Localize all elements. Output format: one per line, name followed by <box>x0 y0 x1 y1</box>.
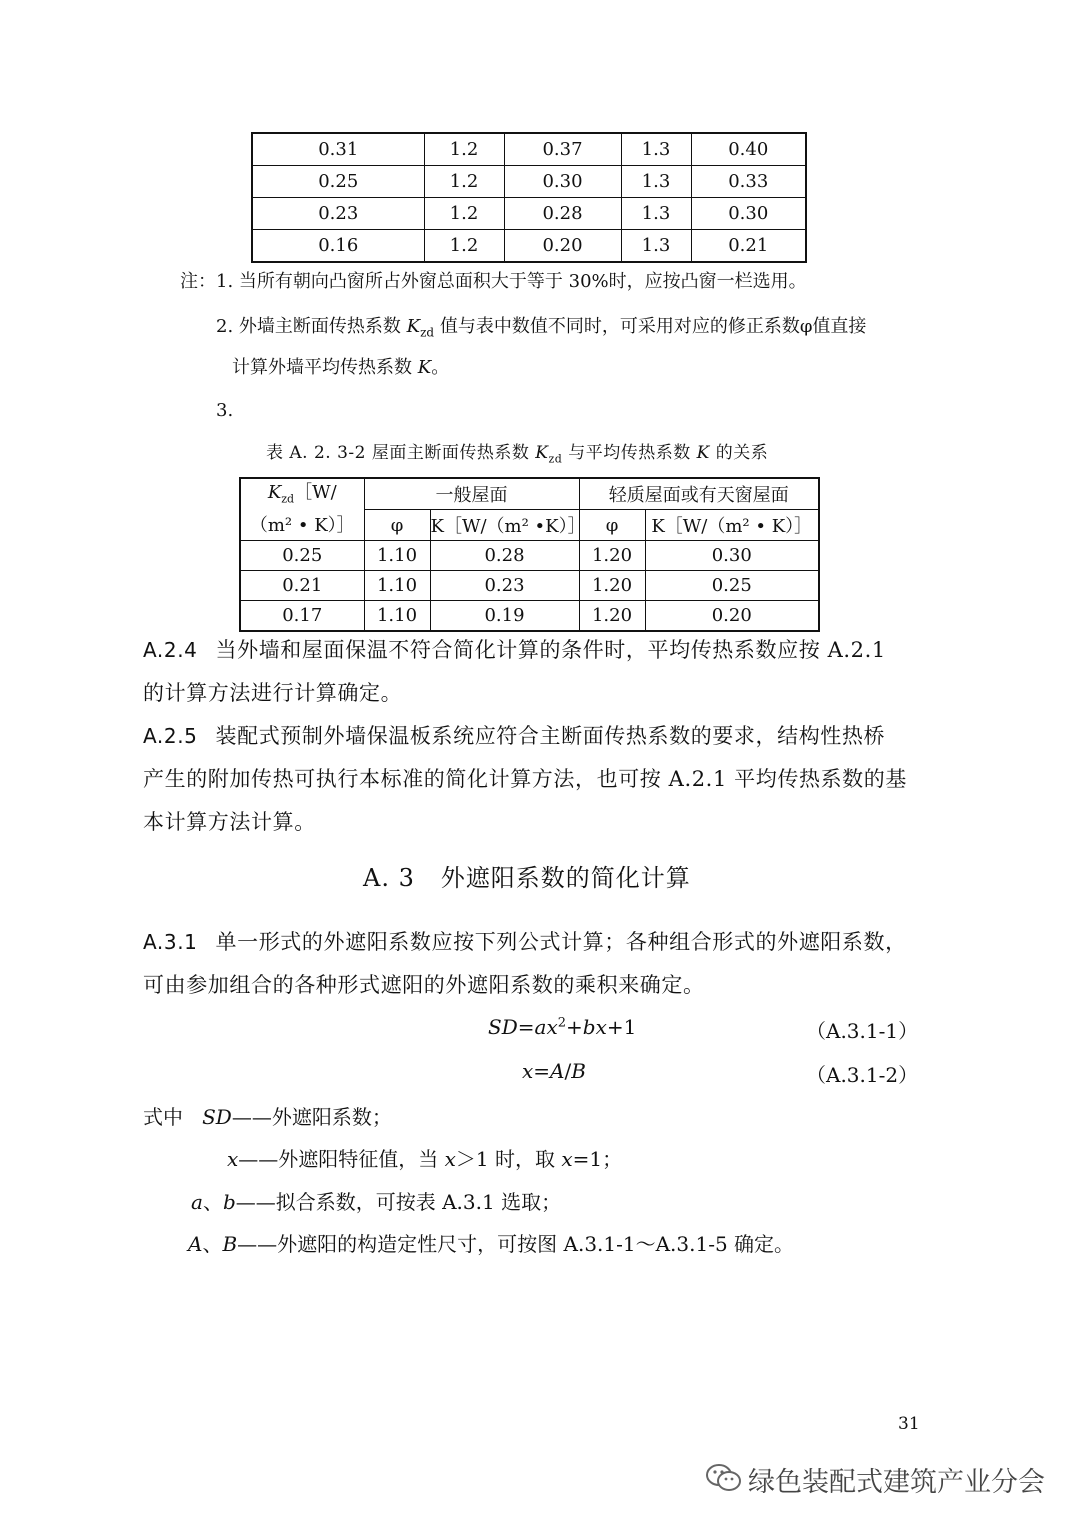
roof-coefficient-table <box>239 477 820 632</box>
table-cell: 0.37 <box>504 133 621 166</box>
table-row <box>252 166 806 198</box>
table-cell: 0.31 <box>252 133 424 166</box>
table-cell: 0.30 <box>645 541 819 571</box>
table-cell: 0.23 <box>252 198 424 230</box>
table-cell: 0.19 <box>430 601 579 632</box>
table-cell: 0.16 <box>252 230 424 263</box>
clause-number: A.2.5 <box>143 724 198 748</box>
table-cell: 1.3 <box>621 198 691 230</box>
table-cell: 0.28 <box>504 198 621 230</box>
table-cell: 0.20 <box>504 230 621 263</box>
header-light-roof: 轻质屋面或有天窗屋面 <box>579 478 819 510</box>
table-cell: 0.33 <box>691 166 806 198</box>
table-row <box>240 601 819 632</box>
note-2-cont: 计算外墙平均传热系数 K。 <box>232 357 450 378</box>
table-cell: 0.30 <box>691 198 806 230</box>
table-row <box>240 571 819 601</box>
section-heading: A. 3 外遮阳系数的简化计算 <box>363 864 691 892</box>
table-row <box>252 198 806 230</box>
header-k-1: K［W/（m² •K）］ <box>430 510 579 541</box>
clause-a31: A.3.1 单一形式的外遮阳系数应按下列公式计算；各种组合形式的外遮阳系数， 可由参加组合的各种形式遮阳的外遮阳系数的乘积来确定。 <box>143 930 907 997</box>
formula-a311: $SD=ax^2+bx+1$ <box>488 1015 637 1039</box>
clause-number: A.2.4 <box>143 638 198 662</box>
table-cell: 1.10 <box>364 571 430 601</box>
table-cell: 0.25 <box>645 571 819 601</box>
note-1-text: 1. 当所有朝向凸窗所占外窗总面积大于等于 30%时，应按凸窗一栏选用。 <box>216 271 807 292</box>
table-cell: 0.21 <box>240 571 364 601</box>
table-cell: 0.23 <box>430 571 579 601</box>
clause-number: A.3.1 <box>143 930 198 954</box>
table-cell: 0.21 <box>691 230 806 263</box>
table-cell: 1.10 <box>364 601 430 632</box>
where-AB: A、B——外遮阳的构造定性尺寸，可按图 A.3.1-1～A.3.1-5 确定。 <box>188 1232 795 1256</box>
header-phi-2: φ <box>579 510 645 541</box>
table-cell: 1.2 <box>424 230 504 263</box>
clause-a24: A.2.4 当外墙和屋面保温不符合简化计算的条件时，平均传热系数应按 A.2.1 的计算方法进行计算确定。 <box>143 638 886 705</box>
table-cell: 1.3 <box>621 166 691 198</box>
where-x: x——外遮阳特征值，当 x＞1 时，取 x=1； <box>227 1147 623 1171</box>
wechat-icon <box>705 1462 743 1494</box>
table-cell: 0.28 <box>430 541 579 571</box>
page-number: 31 <box>898 1414 920 1434</box>
table-2-caption: 表 A. 2. 3-2 屋面主断面传热系数 $K_{zd}$ 与平均传热系数 K 的关系 <box>266 443 769 466</box>
table-cell: 0.17 <box>240 601 364 632</box>
note-prefix: 注： <box>180 271 216 292</box>
note-3: 3. <box>216 400 234 421</box>
clause-a25: A.2.5 装配式预制外墙保温板系统应符合主断面传热系数的要求，结构性热桥 产生的附加传热可执行本标准的简化计算方法，也可按 A.2.1 平均传热系数的基 本计算方法计算。 <box>143 724 907 834</box>
table-cell: 1.20 <box>579 601 645 632</box>
where-ab: a、b——拟合系数，可按表 A.3.1 选取； <box>191 1190 562 1214</box>
formula-a312-label: （A.3.1-2） <box>806 1063 919 1087</box>
table-cell: 0.30 <box>504 166 621 198</box>
table-cell: 1.10 <box>364 541 430 571</box>
table-cell: 0.40 <box>691 133 806 166</box>
header-k-2: K［W/（m² • K）］ <box>645 510 819 541</box>
table-cell: 1.3 <box>621 133 691 166</box>
where-sd: 式中 SD——外遮阳系数； <box>143 1105 392 1129</box>
table-cell: 1.20 <box>579 571 645 601</box>
window-table-continuation <box>251 132 807 263</box>
table-cell: 1.2 <box>424 133 504 166</box>
table-cell: 0.25 <box>252 166 424 198</box>
table-cell: 1.20 <box>579 541 645 571</box>
footer-account-name: 绿色装配式建筑产业分会 <box>748 1467 1045 1498</box>
table-cell: 1.3 <box>621 230 691 263</box>
note-2: 2. 外墙主断面传热系数 $K_{zd}$ 值与表中数值不同时，可采用对应的修正系数φ值直接 <box>216 316 867 340</box>
table-row <box>252 230 806 263</box>
header-general-roof: 一般屋面 <box>364 478 579 510</box>
table-cell: 0.20 <box>645 601 819 632</box>
table-row <box>240 541 819 571</box>
table-row <box>252 133 806 166</box>
table-cell: 0.25 <box>240 541 364 571</box>
formula-a311-label: （A.3.1-1） <box>806 1019 919 1043</box>
formula-a312: x=A/B <box>522 1059 586 1083</box>
header-phi-1: φ <box>364 510 430 541</box>
table-cell: 1.2 <box>424 198 504 230</box>
header-kzd: $K_{zd}[W/$ （m² • K）］ <box>240 478 364 541</box>
table-cell: 1.2 <box>424 166 504 198</box>
note-1 <box>180 270 807 294</box>
